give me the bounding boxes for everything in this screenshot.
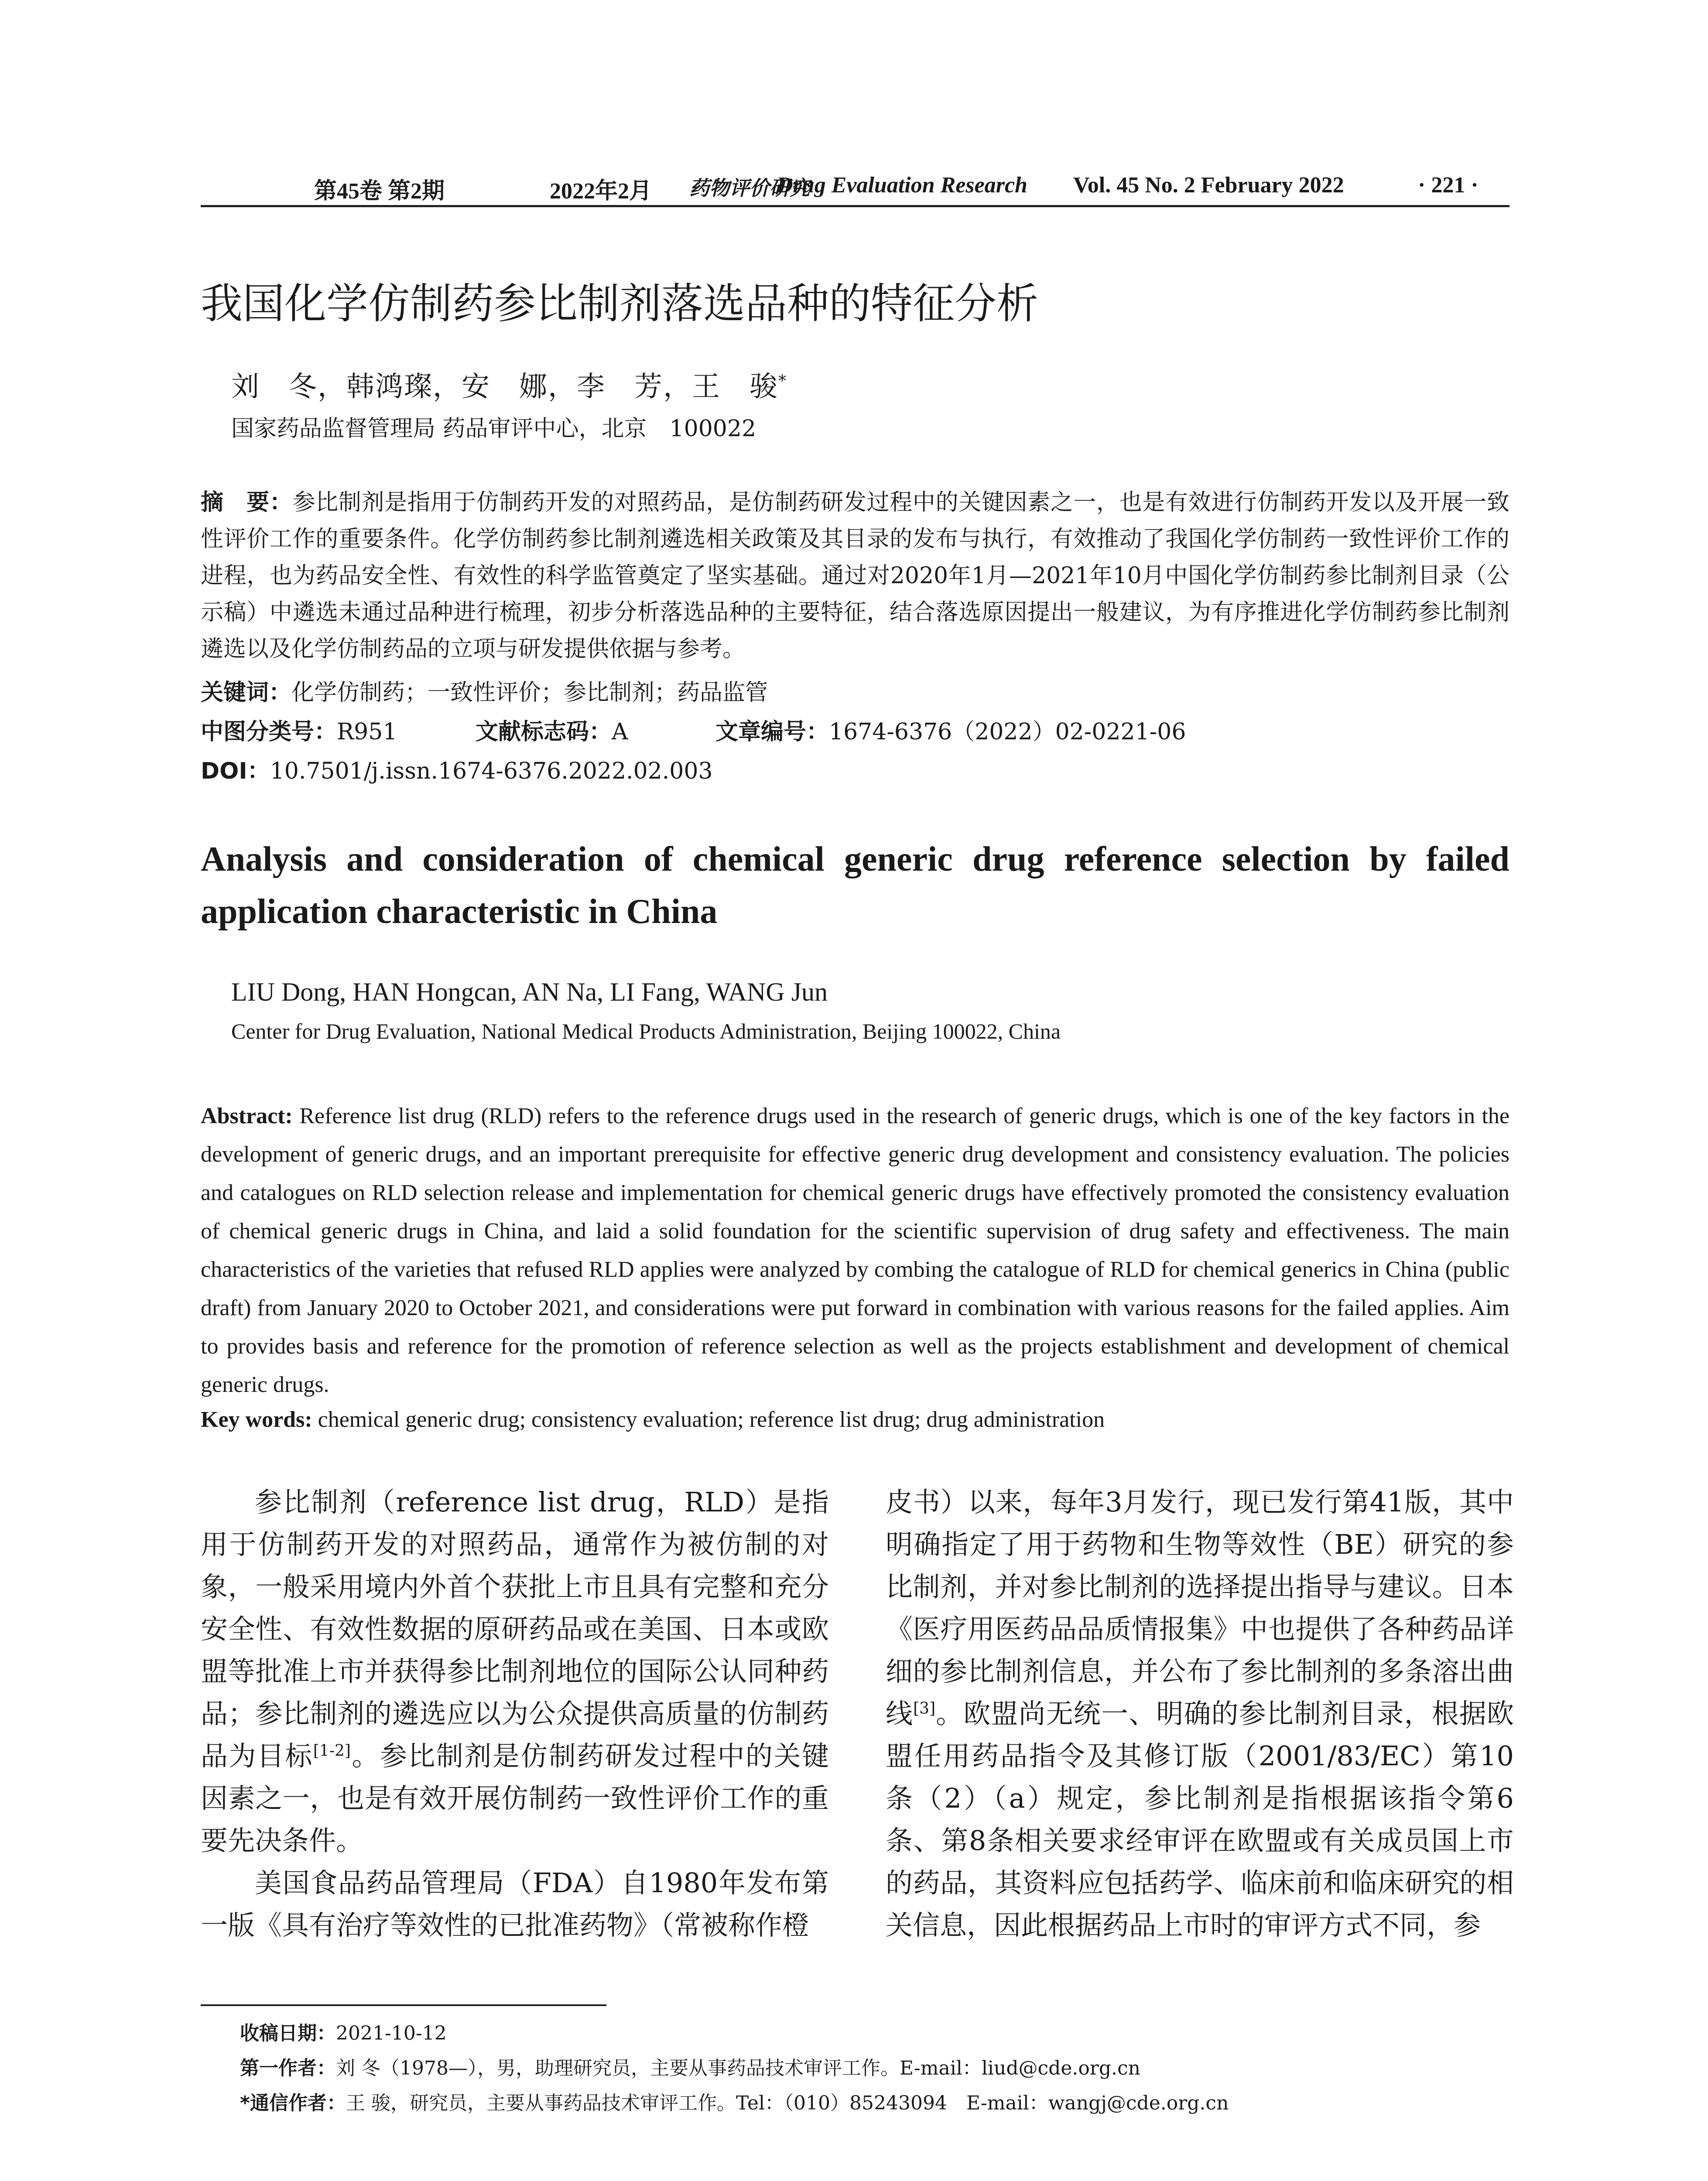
body-text: 。欧盟尚无统一、明确的参比制剂目录，根据欧盟任用药品指令及其修订版（2001/83/EC）第10条（2）（a）规定，参比制剂是指根据该指令第6条、第8条相关要求经审评在欧盟或有关成员国上市的药品，其资料应包括药学、临床前和临床研究的相关信息，因此根据药品上市时的审评方式不同，参	[886, 1698, 1514, 1941]
citation: [1-2]	[313, 1742, 351, 1760]
header-journal-en: Drug Evaluation Research	[777, 173, 1027, 198]
doc-code-label: 文献标志码：	[476, 719, 612, 745]
en-keywords-label: Key words:	[201, 1407, 312, 1432]
en-keywords-text: chemical generic drug; consistency evaluation; reference list drug; drug administration	[318, 1407, 1105, 1432]
cn-affiliation: 国家药品监督管理局 药品审评中心，北京 100022	[231, 416, 756, 442]
header-volume-en: Vol. 45 No. 2 February 2022	[1073, 173, 1344, 198]
footnote-rule	[201, 2004, 606, 2006]
corresponding-mark: *	[778, 372, 787, 390]
cn-keywords-text: 化学仿制药；一致性评价；参比制剂；药品监管	[291, 680, 768, 706]
clc-label: 中图分类号：	[201, 719, 337, 745]
header-rule	[201, 205, 1509, 207]
clc-value: R951	[337, 719, 397, 745]
cn-title: 我国化学仿制药参比制剂落选品种的特征分析	[201, 279, 1038, 328]
body-paragraph: 美国食品药品管理局（FDA）自1980年发布第一版《具有治疗等效性的已批准药物》（常被称作橙	[201, 1867, 829, 1941]
cn-abstract-label: 摘 要：	[201, 489, 293, 516]
doi-line	[201, 752, 713, 785]
cn-keywords	[201, 674, 768, 707]
footnote-text: 2021-10-12	[336, 2022, 447, 2044]
body-column-right	[886, 1481, 1514, 1946]
en-affiliation: Center for Drug Evaluation, National Medical Products Administration, Beijing 100022, China	[231, 1019, 1061, 1043]
doi-label: DOI：	[201, 758, 270, 784]
article-number-value: 1674-6376（2022）02-0221-06	[829, 719, 1186, 745]
body-column-left	[201, 1481, 829, 1946]
cn-keywords-label: 关键词：	[201, 680, 292, 706]
footnote-label: *通信作者：	[240, 2092, 346, 2114]
footnote-label: 收稿日期：	[240, 2022, 336, 2044]
article-number-label: 文章编号：	[715, 719, 829, 745]
footnote-text: 刘 冬（1978—），男，助理研究员，主要从事药品技术审评工作。E-mail：liud@cde.org.cn	[336, 2057, 1141, 2079]
cn-classification	[201, 713, 1186, 746]
citation: [3]	[913, 1699, 936, 1718]
footnote-corresponding	[240, 2087, 1229, 2115]
cn-author-list: 刘 冬，韩鸿璨，安 娜，李 芳，王 骏	[231, 371, 778, 403]
cn-authors	[231, 364, 787, 404]
body-text: 皮书）以来，每年3月发行，现已发行第41版，其中明确指定了用于药物和生物等效性（BE）研究的参比制剂，并对参比制剂的选择提出指导与建议。日本《医疗用医药品品质情报集》中也提供了各种药品详细的参比制剂信息，并公布了参比制剂的多条溶出曲线	[886, 1486, 1514, 1730]
page-number: · 221 ·	[1418, 173, 1479, 198]
body-text: 。参比制剂是仿制药研发过程中的关键因素之一，也是有效开展仿制药一致性评价工作的重要先决条件。	[201, 1740, 829, 1856]
footnote-label: 第一作者：	[240, 2057, 336, 2079]
doc-code-value: A	[612, 719, 628, 745]
en-authors: LIU Dong, HAN Hongcan, AN Na, LI Fang, WANG Jun	[231, 978, 828, 1006]
running-header	[201, 168, 1509, 207]
en-abstract	[201, 1097, 1509, 1404]
cn-abstract-text: 参比制剂是指用于仿制药开发的对照药品，是仿制药研发过程中的关键因素之一，也是有效进行仿制药开发以及开展一致性评价工作的重要条件。化学仿制药参比制剂遴选相关政策及其目录的发布与执行，有效推动了我国化学仿制药一致性评价工作的进程，也为药品安全性、有效性的科学监管奠定了坚实基础。通过对2020年1月—2021年10月中国化学仿制药参比制剂目录（公示稿）中遴选未通过品种进行梳理，初步分析落选品种的主要特征，结合落选原因提出一般建议，为有序推进化学仿制药参比制剂遴选以及化学仿制药品的立项与研发提供依据与参考。	[201, 489, 1509, 662]
journal-logo: 药物评价研究	[689, 176, 810, 200]
en-title: Analysis and consideration of chemical generic drug reference selection by failed application characteristic in China	[201, 840, 1509, 931]
header-date-cn: 2022年2月	[550, 179, 652, 204]
footnote-first-author	[240, 2052, 1140, 2080]
en-abstract-text: Reference list drug (RLD) refers to the reference drugs used in the research of generic drugs, which is one of the key factors in the development of generic drugs, and an important prerequisite for effective generic drug development and consistency evaluation. The policies and catalogues on RLD selection release and implementation for chemical generic drugs have effectively promoted the consistency evaluation of chemical generic drugs in China, and laid a solid foundation for the scientific supervision of drug safety and effectiveness. The main characteristics of the varieties that refused RLD applies were analyzed by combing the catalogue of RLD for chemical generics in China (public draft) from January 2020 to October 2021, and considerations were put forward in combination with various reasons for the failed applies. Aim to provides basis and reference for the promotion of reference selection as well as the projects establishment and development of chemical generic drugs.	[201, 1104, 1509, 1397]
cn-abstract	[201, 484, 1509, 667]
doi-value: 10.7501/j.issn.1674-6376.2022.02.003	[270, 758, 713, 784]
en-keywords	[201, 1407, 1509, 1432]
body-paragraph	[201, 1481, 829, 1862]
footnote-received	[240, 2017, 447, 2045]
body-text: 参比制剂（reference list drug，RLD）是指用于仿制药开发的对照药品，通常作为被仿制的对象，一般采用境内外首个获批上市且具有完整和充分安全性、有效性数据的原研药品或在美国、日本或欧盟等批准上市并获得参比制剂地位的国际公认同种药品；参比制剂的遴选应以为公众提供高质量的仿制药品为目标	[201, 1486, 829, 1772]
header-volume-cn: 第45卷 第2期	[314, 179, 445, 204]
body-paragraph	[886, 1481, 1514, 1946]
footnote-text: 王 骏，研究员，主要从事药品技术审评工作。Tel：（010）85243094 E-mail：wangj@cde.org.cn	[346, 2092, 1229, 2114]
en-abstract-label: Abstract:	[201, 1104, 293, 1128]
